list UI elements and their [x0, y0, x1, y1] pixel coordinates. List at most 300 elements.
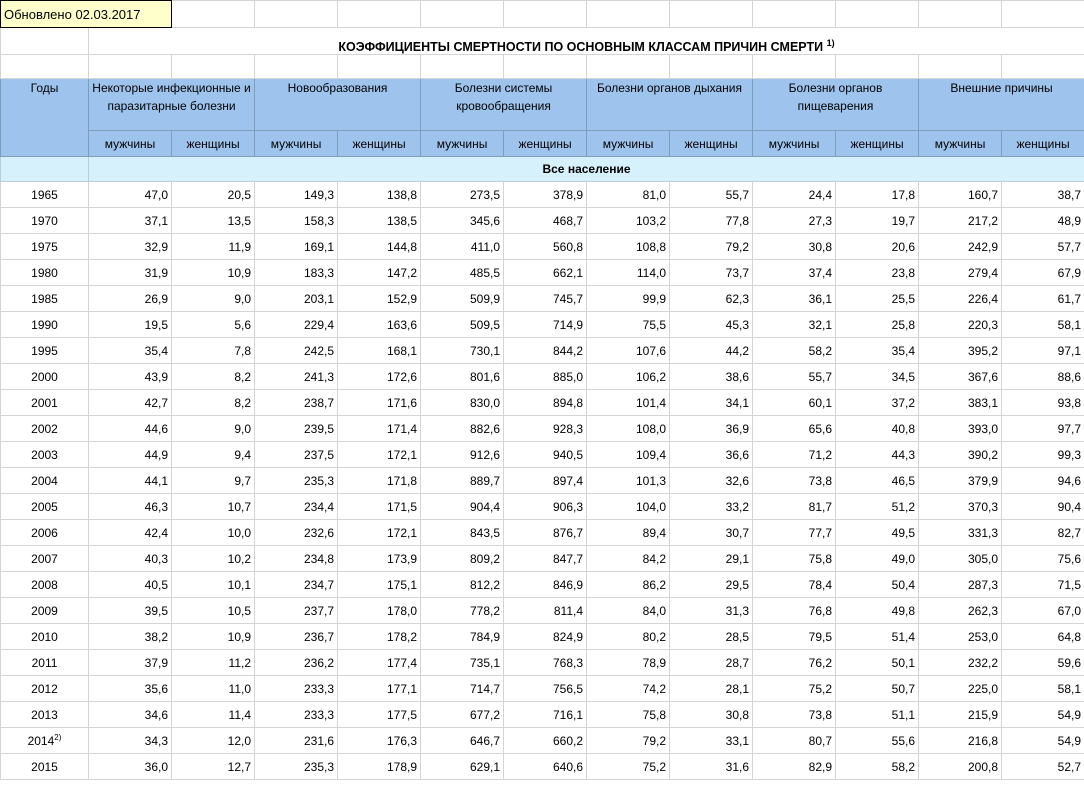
- value-cell[interactable]: 171,4: [338, 416, 421, 442]
- value-cell[interactable]: 203,1: [255, 286, 338, 312]
- value-cell[interactable]: 40,8: [836, 416, 919, 442]
- value-cell[interactable]: 149,3: [255, 182, 338, 208]
- value-cell[interactable]: 233,3: [255, 676, 338, 702]
- value-cell[interactable]: 81,0: [587, 182, 670, 208]
- value-cell[interactable]: 80,7: [753, 728, 836, 754]
- value-cell[interactable]: 660,2: [504, 728, 587, 754]
- value-cell[interactable]: 904,4: [421, 494, 504, 520]
- value-cell[interactable]: 226,4: [919, 286, 1002, 312]
- value-cell[interactable]: 78,9: [587, 650, 670, 676]
- value-cell[interactable]: 99,3: [1002, 442, 1084, 468]
- value-cell[interactable]: 262,3: [919, 598, 1002, 624]
- year-cell[interactable]: [1, 442, 89, 468]
- value-cell[interactable]: 54,9: [1002, 728, 1084, 754]
- value-cell[interactable]: 38,2: [89, 624, 172, 650]
- value-cell[interactable]: 58,2: [836, 754, 919, 780]
- value-cell[interactable]: 30,7: [670, 520, 753, 546]
- value-cell[interactable]: 646,7: [421, 728, 504, 754]
- value-cell[interactable]: 35,4: [836, 338, 919, 364]
- value-cell[interactable]: 61,7: [1002, 286, 1084, 312]
- value-cell[interactable]: 11,4: [172, 702, 255, 728]
- value-cell[interactable]: 82,7: [1002, 520, 1084, 546]
- value-cell[interactable]: 158,3: [255, 208, 338, 234]
- value-cell[interactable]: 216,8: [919, 728, 1002, 754]
- value-cell[interactable]: 178,0: [338, 598, 421, 624]
- value-cell[interactable]: 8,2: [172, 390, 255, 416]
- value-cell[interactable]: 13,5: [172, 208, 255, 234]
- value-cell[interactable]: 10,5: [172, 598, 255, 624]
- table-title[interactable]: [89, 28, 1084, 55]
- value-cell[interactable]: 36,9: [670, 416, 753, 442]
- value-cell[interactable]: 940,5: [504, 442, 587, 468]
- value-cell[interactable]: 104,0: [587, 494, 670, 520]
- value-cell[interactable]: 51,1: [836, 702, 919, 728]
- value-cell[interactable]: 928,3: [504, 416, 587, 442]
- value-cell[interactable]: 173,9: [338, 546, 421, 572]
- value-cell[interactable]: 220,3: [919, 312, 1002, 338]
- value-cell[interactable]: 169,1: [255, 234, 338, 260]
- value-cell[interactable]: 52,7: [1002, 754, 1084, 780]
- value-cell[interactable]: 49,5: [836, 520, 919, 546]
- value-cell[interactable]: 71,2: [753, 442, 836, 468]
- value-cell[interactable]: 58,1: [1002, 676, 1084, 702]
- value-cell[interactable]: 32,9: [89, 234, 172, 260]
- value-cell[interactable]: 171,6: [338, 390, 421, 416]
- value-cell[interactable]: 177,1: [338, 676, 421, 702]
- value-cell[interactable]: 897,4: [504, 468, 587, 494]
- value-cell[interactable]: 830,0: [421, 390, 504, 416]
- value-cell[interactable]: 885,0: [504, 364, 587, 390]
- value-cell[interactable]: 367,6: [919, 364, 1002, 390]
- year-cell[interactable]: [1, 624, 89, 650]
- value-cell[interactable]: 9,0: [172, 286, 255, 312]
- value-cell[interactable]: 846,9: [504, 572, 587, 598]
- value-cell[interactable]: 30,8: [753, 234, 836, 260]
- value-cell[interactable]: 79,5: [753, 624, 836, 650]
- year-cell[interactable]: [1, 416, 89, 442]
- value-cell[interactable]: 662,1: [504, 260, 587, 286]
- year-cell[interactable]: [1, 208, 89, 234]
- value-cell[interactable]: 55,7: [670, 182, 753, 208]
- value-cell[interactable]: 144,8: [338, 234, 421, 260]
- value-cell[interactable]: 11,2: [172, 650, 255, 676]
- value-cell[interactable]: 90,4: [1002, 494, 1084, 520]
- year-cell[interactable]: [1, 598, 89, 624]
- value-cell[interactable]: 147,2: [338, 260, 421, 286]
- value-cell[interactable]: 79,2: [670, 234, 753, 260]
- value-cell[interactable]: 843,5: [421, 520, 504, 546]
- value-cell[interactable]: 35,4: [89, 338, 172, 364]
- value-cell[interactable]: 5,6: [172, 312, 255, 338]
- value-cell[interactable]: 34,1: [670, 390, 753, 416]
- value-cell[interactable]: 58,2: [753, 338, 836, 364]
- value-cell[interactable]: 47,0: [89, 182, 172, 208]
- value-cell[interactable]: 172,6: [338, 364, 421, 390]
- value-cell[interactable]: 239,5: [255, 416, 338, 442]
- value-cell[interactable]: 33,1: [670, 728, 753, 754]
- value-cell[interactable]: 19,7: [836, 208, 919, 234]
- value-cell[interactable]: 509,5: [421, 312, 504, 338]
- value-cell[interactable]: 76,2: [753, 650, 836, 676]
- value-cell[interactable]: 756,5: [504, 676, 587, 702]
- value-cell[interactable]: 640,6: [504, 754, 587, 780]
- year-cell[interactable]: [1, 468, 89, 494]
- year-cell[interactable]: [1, 676, 89, 702]
- value-cell[interactable]: 234,4: [255, 494, 338, 520]
- section-all-population[interactable]: Все население: [89, 157, 1084, 182]
- value-cell[interactable]: 101,3: [587, 468, 670, 494]
- value-cell[interactable]: 177,5: [338, 702, 421, 728]
- value-cell[interactable]: 51,2: [836, 494, 919, 520]
- value-cell[interactable]: 59,6: [1002, 650, 1084, 676]
- male-column-header[interactable]: мужчины: [753, 131, 836, 157]
- value-cell[interactable]: 225,0: [919, 676, 1002, 702]
- value-cell[interactable]: 77,8: [670, 208, 753, 234]
- value-cell[interactable]: 29,1: [670, 546, 753, 572]
- value-cell[interactable]: 25,8: [836, 312, 919, 338]
- value-cell[interactable]: 28,5: [670, 624, 753, 650]
- value-cell[interactable]: 44,2: [670, 338, 753, 364]
- value-cell[interactable]: 395,2: [919, 338, 1002, 364]
- female-column-header[interactable]: женщины: [670, 131, 753, 157]
- value-cell[interactable]: 370,3: [919, 494, 1002, 520]
- value-cell[interactable]: 178,9: [338, 754, 421, 780]
- value-cell[interactable]: 234,8: [255, 546, 338, 572]
- group-header-digestive[interactable]: Болезни органов пищеварения: [753, 79, 919, 131]
- value-cell[interactable]: 876,7: [504, 520, 587, 546]
- value-cell[interactable]: 108,0: [587, 416, 670, 442]
- value-cell[interactable]: 79,2: [587, 728, 670, 754]
- value-cell[interactable]: 114,0: [587, 260, 670, 286]
- value-cell[interactable]: 75,5: [587, 312, 670, 338]
- value-cell[interactable]: 168,1: [338, 338, 421, 364]
- value-cell[interactable]: 46,5: [836, 468, 919, 494]
- value-cell[interactable]: 37,2: [836, 390, 919, 416]
- value-cell[interactable]: 65,6: [753, 416, 836, 442]
- value-cell[interactable]: 42,4: [89, 520, 172, 546]
- value-cell[interactable]: 236,2: [255, 650, 338, 676]
- value-cell[interactable]: 97,1: [1002, 338, 1084, 364]
- value-cell[interactable]: 35,6: [89, 676, 172, 702]
- value-cell[interactable]: 812,2: [421, 572, 504, 598]
- value-cell[interactable]: 34,5: [836, 364, 919, 390]
- value-cell[interactable]: 331,3: [919, 520, 1002, 546]
- group-header-infectious[interactable]: Некоторые инфекционные и паразитарные болезни: [89, 79, 255, 131]
- value-cell[interactable]: 73,8: [753, 468, 836, 494]
- value-cell[interactable]: 54,9: [1002, 702, 1084, 728]
- value-cell[interactable]: 242,5: [255, 338, 338, 364]
- female-column-header[interactable]: женщины: [836, 131, 919, 157]
- female-column-header[interactable]: женщины: [172, 131, 255, 157]
- value-cell[interactable]: 38,6: [670, 364, 753, 390]
- value-cell[interactable]: 12,7: [172, 754, 255, 780]
- value-cell[interactable]: 273,5: [421, 182, 504, 208]
- value-cell[interactable]: 44,9: [89, 442, 172, 468]
- value-cell[interactable]: 38,7: [1002, 182, 1084, 208]
- value-cell[interactable]: 178,2: [338, 624, 421, 650]
- value-cell[interactable]: 60,1: [753, 390, 836, 416]
- value-cell[interactable]: 11,9: [172, 234, 255, 260]
- value-cell[interactable]: 55,6: [836, 728, 919, 754]
- year-cell[interactable]: [1, 754, 89, 780]
- value-cell[interactable]: 77,7: [753, 520, 836, 546]
- value-cell[interactable]: 9,7: [172, 468, 255, 494]
- value-cell[interactable]: 778,2: [421, 598, 504, 624]
- value-cell[interactable]: 235,3: [255, 468, 338, 494]
- group-header-external[interactable]: Внешние причины: [919, 79, 1084, 131]
- year-cell[interactable]: [1, 364, 89, 390]
- value-cell[interactable]: 229,4: [255, 312, 338, 338]
- value-cell[interactable]: 64,8: [1002, 624, 1084, 650]
- value-cell[interactable]: 238,7: [255, 390, 338, 416]
- value-cell[interactable]: 27,3: [753, 208, 836, 234]
- value-cell[interactable]: 44,6: [89, 416, 172, 442]
- value-cell[interactable]: 160,7: [919, 182, 1002, 208]
- value-cell[interactable]: 735,1: [421, 650, 504, 676]
- value-cell[interactable]: 172,1: [338, 520, 421, 546]
- value-cell[interactable]: 40,3: [89, 546, 172, 572]
- value-cell[interactable]: 73,7: [670, 260, 753, 286]
- value-cell[interactable]: 287,3: [919, 572, 1002, 598]
- value-cell[interactable]: 485,5: [421, 260, 504, 286]
- year-cell[interactable]: [1, 702, 89, 728]
- value-cell[interactable]: 383,1: [919, 390, 1002, 416]
- value-cell[interactable]: 714,7: [421, 676, 504, 702]
- year-cell[interactable]: [1, 234, 89, 260]
- value-cell[interactable]: 40,5: [89, 572, 172, 598]
- year-cell[interactable]: [1, 728, 89, 754]
- value-cell[interactable]: 847,7: [504, 546, 587, 572]
- value-cell[interactable]: 50,4: [836, 572, 919, 598]
- value-cell[interactable]: 107,6: [587, 338, 670, 364]
- male-column-header[interactable]: мужчины: [587, 131, 670, 157]
- year-cell[interactable]: [1, 260, 89, 286]
- value-cell[interactable]: 906,3: [504, 494, 587, 520]
- value-cell[interactable]: 67,0: [1002, 598, 1084, 624]
- year-cell[interactable]: [1, 390, 89, 416]
- value-cell[interactable]: 138,5: [338, 208, 421, 234]
- value-cell[interactable]: 172,1: [338, 442, 421, 468]
- value-cell[interactable]: 75,6: [1002, 546, 1084, 572]
- value-cell[interactable]: 716,1: [504, 702, 587, 728]
- value-cell[interactable]: 233,3: [255, 702, 338, 728]
- value-cell[interactable]: 55,7: [753, 364, 836, 390]
- value-cell[interactable]: 20,6: [836, 234, 919, 260]
- value-cell[interactable]: 177,4: [338, 650, 421, 676]
- value-cell[interactable]: 768,3: [504, 650, 587, 676]
- value-cell[interactable]: 10,9: [172, 624, 255, 650]
- value-cell[interactable]: 811,4: [504, 598, 587, 624]
- value-cell[interactable]: 730,1: [421, 338, 504, 364]
- value-cell[interactable]: 175,1: [338, 572, 421, 598]
- year-cell[interactable]: [1, 338, 89, 364]
- value-cell[interactable]: 37,9: [89, 650, 172, 676]
- value-cell[interactable]: 10,7: [172, 494, 255, 520]
- value-cell[interactable]: 714,9: [504, 312, 587, 338]
- value-cell[interactable]: 9,0: [172, 416, 255, 442]
- value-cell[interactable]: 30,8: [670, 702, 753, 728]
- value-cell[interactable]: 84,0: [587, 598, 670, 624]
- value-cell[interactable]: 43,9: [89, 364, 172, 390]
- value-cell[interactable]: 50,1: [836, 650, 919, 676]
- value-cell[interactable]: 305,0: [919, 546, 1002, 572]
- value-cell[interactable]: 49,0: [836, 546, 919, 572]
- value-cell[interactable]: 171,5: [338, 494, 421, 520]
- female-column-header[interactable]: женщины: [504, 131, 587, 157]
- value-cell[interactable]: 49,8: [836, 598, 919, 624]
- value-cell[interactable]: 97,7: [1002, 416, 1084, 442]
- year-cell[interactable]: [1, 182, 89, 208]
- value-cell[interactable]: 31,9: [89, 260, 172, 286]
- value-cell[interactable]: 93,8: [1002, 390, 1084, 416]
- value-cell[interactable]: 232,2: [919, 650, 1002, 676]
- value-cell[interactable]: 42,7: [89, 390, 172, 416]
- years-header[interactable]: Годы: [1, 79, 89, 157]
- value-cell[interactable]: 20,5: [172, 182, 255, 208]
- value-cell[interactable]: 48,9: [1002, 208, 1084, 234]
- value-cell[interactable]: 34,6: [89, 702, 172, 728]
- value-cell[interactable]: 677,2: [421, 702, 504, 728]
- year-cell[interactable]: [1, 286, 89, 312]
- value-cell[interactable]: 801,6: [421, 364, 504, 390]
- male-column-header[interactable]: мужчины: [919, 131, 1002, 157]
- value-cell[interactable]: 94,6: [1002, 468, 1084, 494]
- value-cell[interactable]: 31,6: [670, 754, 753, 780]
- value-cell[interactable]: 345,6: [421, 208, 504, 234]
- value-cell[interactable]: 844,2: [504, 338, 587, 364]
- value-cell[interactable]: 37,1: [89, 208, 172, 234]
- value-cell[interactable]: 73,8: [753, 702, 836, 728]
- value-cell[interactable]: 235,3: [255, 754, 338, 780]
- value-cell[interactable]: 44,3: [836, 442, 919, 468]
- value-cell[interactable]: 37,4: [753, 260, 836, 286]
- value-cell[interactable]: 45,3: [670, 312, 753, 338]
- value-cell[interactable]: 80,2: [587, 624, 670, 650]
- group-header-circulatory[interactable]: Болезни системы кровообращения: [421, 79, 587, 131]
- value-cell[interactable]: 88,6: [1002, 364, 1084, 390]
- value-cell[interactable]: 71,5: [1002, 572, 1084, 598]
- value-cell[interactable]: 39,5: [89, 598, 172, 624]
- value-cell[interactable]: 379,9: [919, 468, 1002, 494]
- value-cell[interactable]: 67,9: [1002, 260, 1084, 286]
- value-cell[interactable]: 106,2: [587, 364, 670, 390]
- value-cell[interactable]: 28,7: [670, 650, 753, 676]
- value-cell[interactable]: 19,5: [89, 312, 172, 338]
- value-cell[interactable]: 215,9: [919, 702, 1002, 728]
- value-cell[interactable]: 10,9: [172, 260, 255, 286]
- value-cell[interactable]: 889,7: [421, 468, 504, 494]
- value-cell[interactable]: 784,9: [421, 624, 504, 650]
- value-cell[interactable]: 101,4: [587, 390, 670, 416]
- value-cell[interactable]: 44,1: [89, 468, 172, 494]
- value-cell[interactable]: 99,9: [587, 286, 670, 312]
- value-cell[interactable]: 78,4: [753, 572, 836, 598]
- male-column-header[interactable]: мужчины: [255, 131, 338, 157]
- value-cell[interactable]: 378,9: [504, 182, 587, 208]
- year-cell[interactable]: [1, 572, 89, 598]
- value-cell[interactable]: 23,8: [836, 260, 919, 286]
- value-cell[interactable]: 824,9: [504, 624, 587, 650]
- value-cell[interactable]: 241,3: [255, 364, 338, 390]
- value-cell[interactable]: 58,1: [1002, 312, 1084, 338]
- value-cell[interactable]: 82,9: [753, 754, 836, 780]
- value-cell[interactable]: 26,9: [89, 286, 172, 312]
- value-cell[interactable]: 231,6: [255, 728, 338, 754]
- value-cell[interactable]: 9,4: [172, 442, 255, 468]
- value-cell[interactable]: 236,7: [255, 624, 338, 650]
- value-cell[interactable]: 279,4: [919, 260, 1002, 286]
- value-cell[interactable]: 75,2: [587, 754, 670, 780]
- value-cell[interactable]: 10,0: [172, 520, 255, 546]
- value-cell[interactable]: 393,0: [919, 416, 1002, 442]
- value-cell[interactable]: 217,2: [919, 208, 1002, 234]
- value-cell[interactable]: 11,0: [172, 676, 255, 702]
- value-cell[interactable]: 36,1: [753, 286, 836, 312]
- value-cell[interactable]: 8,2: [172, 364, 255, 390]
- value-cell[interactable]: 17,8: [836, 182, 919, 208]
- value-cell[interactable]: 28,1: [670, 676, 753, 702]
- value-cell[interactable]: 183,3: [255, 260, 338, 286]
- value-cell[interactable]: 7,8: [172, 338, 255, 364]
- group-header-neoplasms[interactable]: Новообразования: [255, 79, 421, 131]
- value-cell[interactable]: 34,3: [89, 728, 172, 754]
- year-cell[interactable]: [1, 312, 89, 338]
- value-cell[interactable]: 36,0: [89, 754, 172, 780]
- value-cell[interactable]: 509,9: [421, 286, 504, 312]
- value-cell[interactable]: 232,6: [255, 520, 338, 546]
- value-cell[interactable]: 51,4: [836, 624, 919, 650]
- value-cell[interactable]: 29,5: [670, 572, 753, 598]
- value-cell[interactable]: 46,3: [89, 494, 172, 520]
- group-header-respiratory[interactable]: Болезни органов дыхания: [587, 79, 753, 131]
- value-cell[interactable]: 234,7: [255, 572, 338, 598]
- value-cell[interactable]: 468,7: [504, 208, 587, 234]
- value-cell[interactable]: 86,2: [587, 572, 670, 598]
- value-cell[interactable]: 560,8: [504, 234, 587, 260]
- value-cell[interactable]: 745,7: [504, 286, 587, 312]
- year-cell[interactable]: [1, 520, 89, 546]
- female-column-header[interactable]: женщины: [338, 131, 421, 157]
- value-cell[interactable]: 171,8: [338, 468, 421, 494]
- value-cell[interactable]: 74,2: [587, 676, 670, 702]
- male-column-header[interactable]: мужчины: [421, 131, 504, 157]
- value-cell[interactable]: 108,8: [587, 234, 670, 260]
- value-cell[interactable]: 10,2: [172, 546, 255, 572]
- value-cell[interactable]: 33,2: [670, 494, 753, 520]
- male-column-header[interactable]: мужчины: [89, 131, 172, 157]
- value-cell[interactable]: 50,7: [836, 676, 919, 702]
- value-cell[interactable]: 200,8: [919, 754, 1002, 780]
- value-cell[interactable]: 237,7: [255, 598, 338, 624]
- value-cell[interactable]: 36,6: [670, 442, 753, 468]
- value-cell[interactable]: 882,6: [421, 416, 504, 442]
- value-cell[interactable]: 24,4: [753, 182, 836, 208]
- value-cell[interactable]: 237,5: [255, 442, 338, 468]
- value-cell[interactable]: 411,0: [421, 234, 504, 260]
- value-cell[interactable]: 32,6: [670, 468, 753, 494]
- value-cell[interactable]: 109,4: [587, 442, 670, 468]
- value-cell[interactable]: 629,1: [421, 754, 504, 780]
- value-cell[interactable]: 32,1: [753, 312, 836, 338]
- year-cell[interactable]: [1, 494, 89, 520]
- value-cell[interactable]: 89,4: [587, 520, 670, 546]
- value-cell[interactable]: 10,1: [172, 572, 255, 598]
- value-cell[interactable]: 253,0: [919, 624, 1002, 650]
- value-cell[interactable]: 31,3: [670, 598, 753, 624]
- value-cell[interactable]: 809,2: [421, 546, 504, 572]
- value-cell[interactable]: 894,8: [504, 390, 587, 416]
- value-cell[interactable]: 12,0: [172, 728, 255, 754]
